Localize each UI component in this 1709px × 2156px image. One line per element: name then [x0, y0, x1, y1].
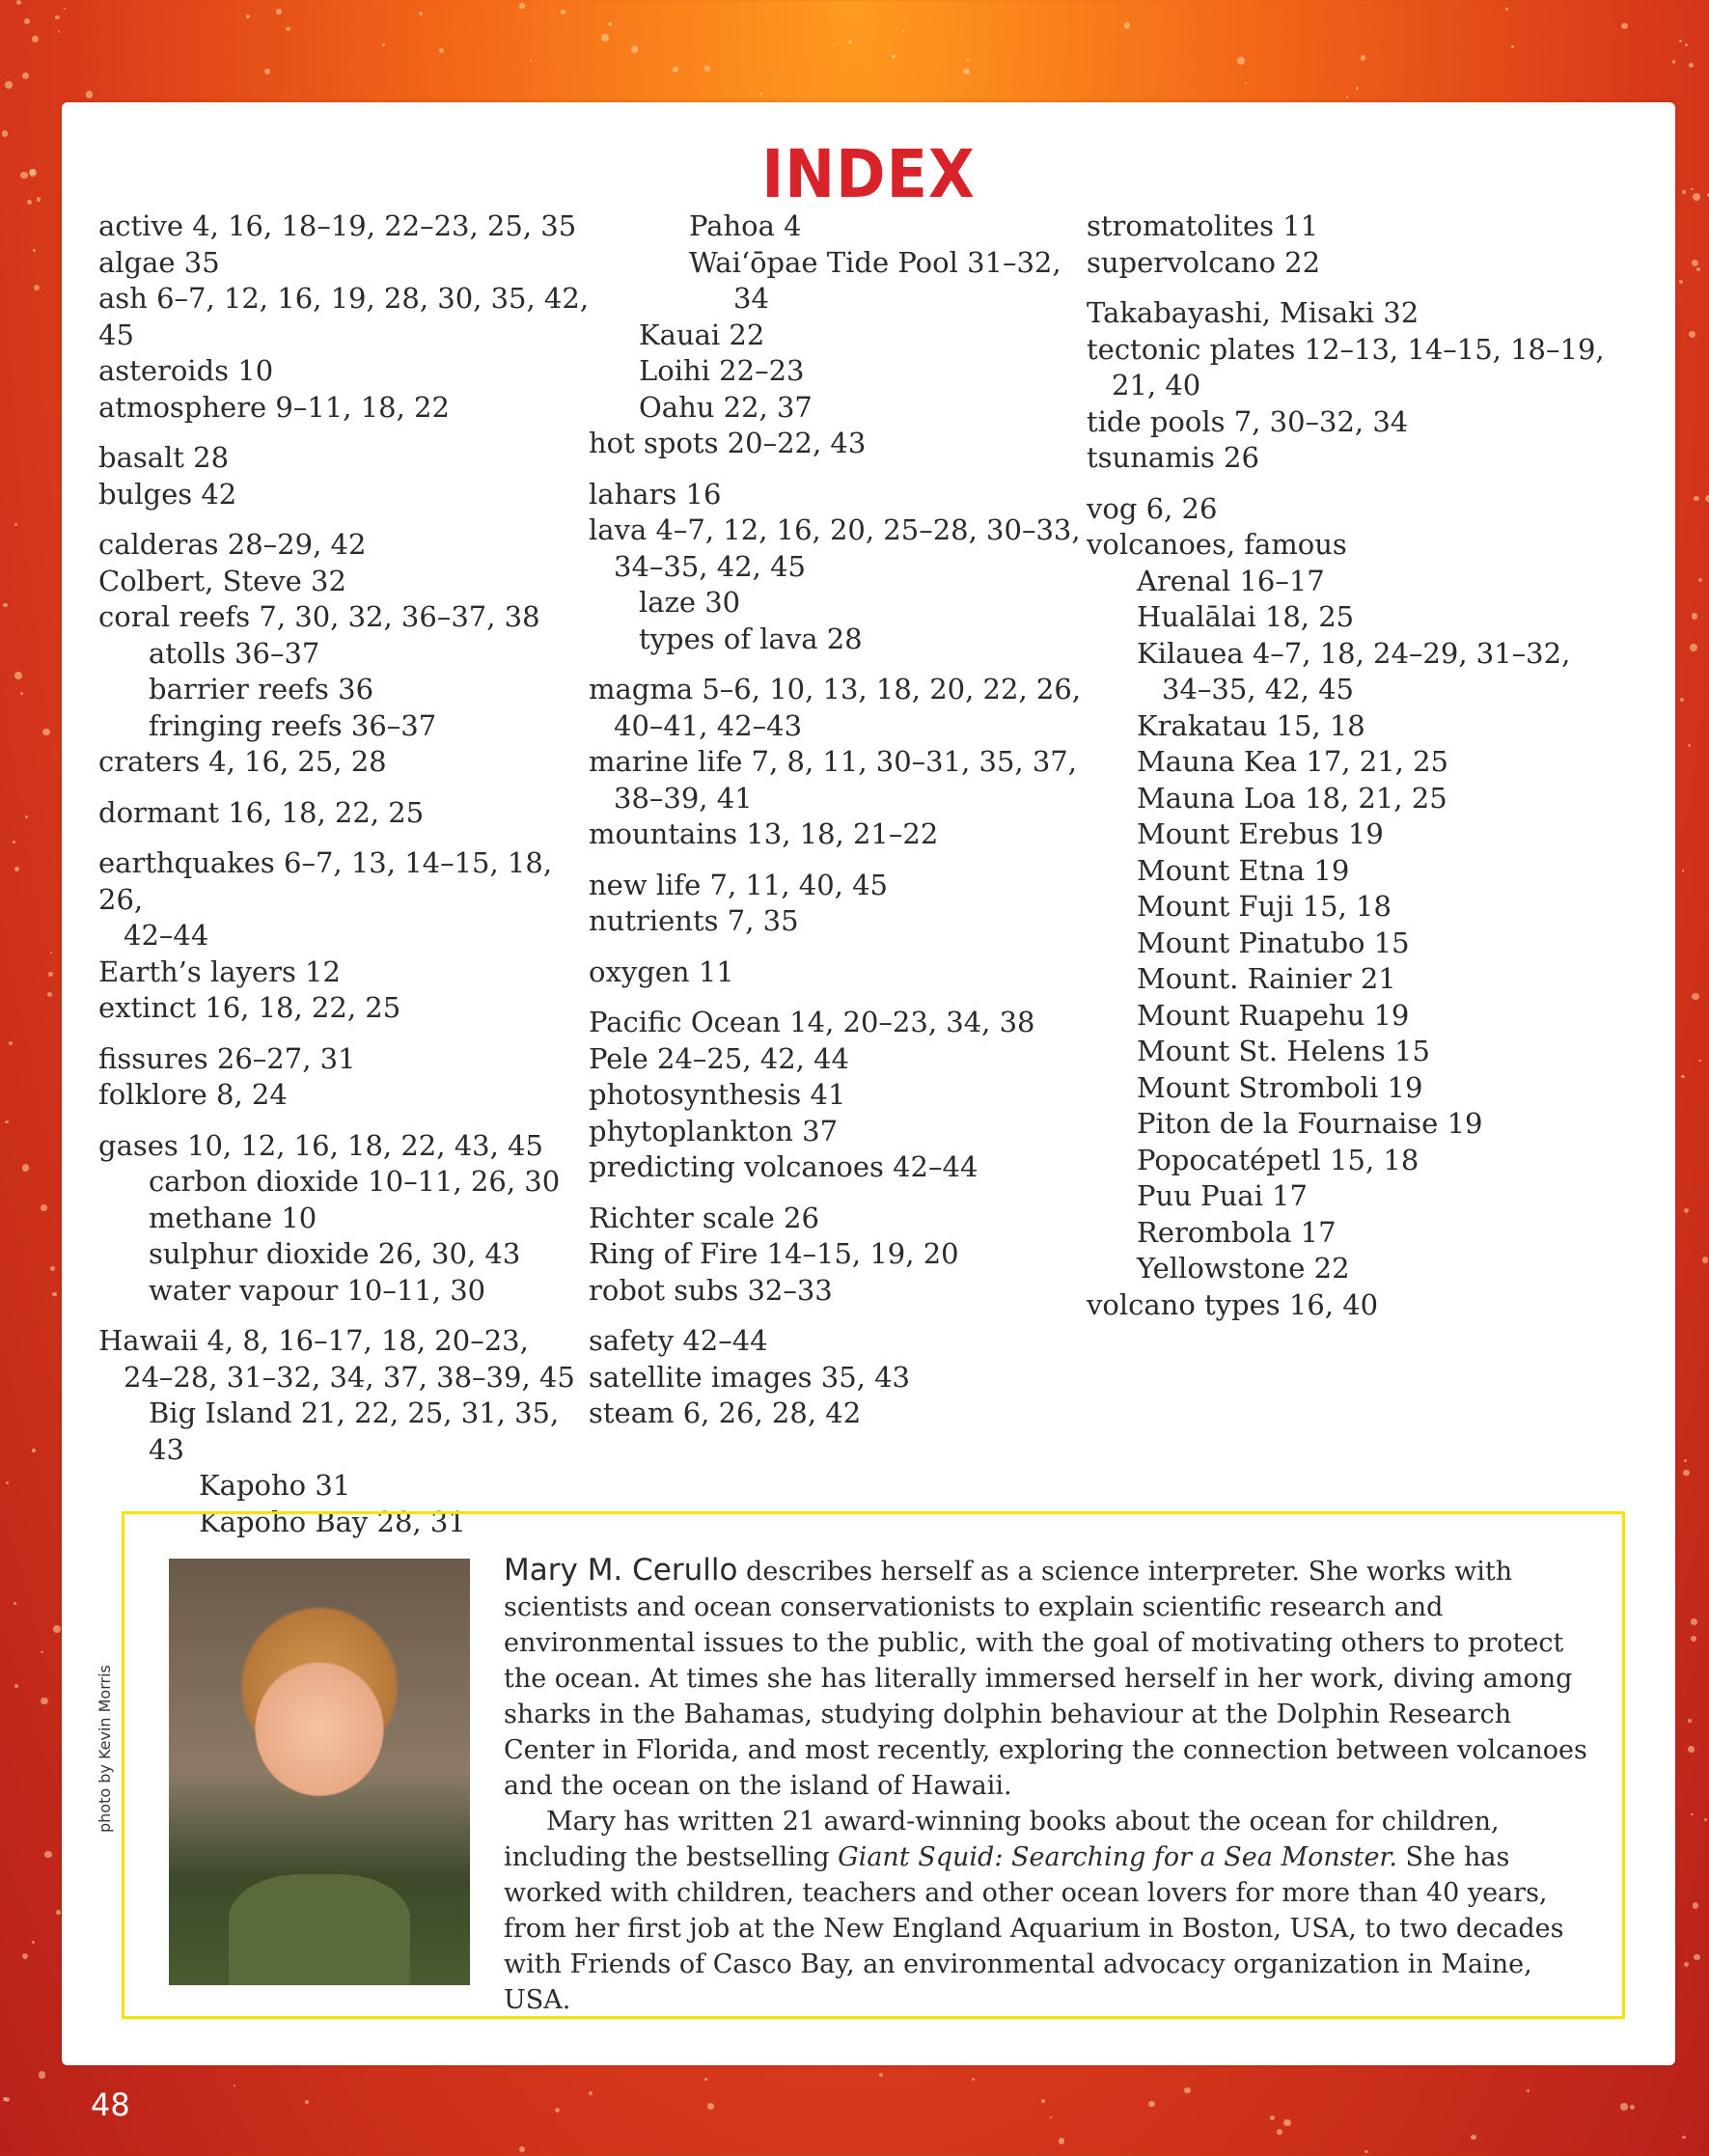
sparkle-dot: [47, 992, 52, 997]
sparkle-dot: [1059, 2138, 1064, 2143]
index-entry: fissures 26–27, 31: [98, 1041, 356, 1075]
sparkle-dot: [14, 867, 19, 871]
sparkle-dot: [892, 55, 895, 58]
author-photo: [169, 1559, 470, 1985]
bio-paragraph-2-text-a: Mary has written 21 award-winning books about the ocean for children, including the bestselling: [504, 1807, 1500, 1872]
sparkle-dot: [439, 48, 444, 53]
sparkle-dot: [1277, 2129, 1282, 2135]
author-photo-shirt: [229, 1874, 409, 1985]
sparkle-dot: [34, 285, 40, 290]
sparkle-dot: [1245, 82, 1247, 84]
index-entry: supervolcano 22: [1087, 245, 1321, 279]
sparkle-dot: [419, 12, 423, 15]
index-entry: lahars 16: [589, 477, 722, 511]
index-entry: volcano types 16, 40: [1087, 1287, 1379, 1321]
sparkle-dot: [13, 841, 14, 843]
index-entry: Oahu 22, 37: [639, 390, 813, 424]
index-entry: Pahoa 4: [689, 209, 802, 242]
sparkle-dot: [37, 197, 41, 202]
sparkle-dot: [32, 36, 39, 42]
index-entry: laze 30: [639, 586, 741, 619]
sparkle-dot: [879, 2073, 883, 2077]
index-entry: fringing reefs 36–37: [149, 708, 437, 742]
sparkle-dot: [6, 1481, 9, 1484]
sparkle-dot: [14, 1602, 16, 1605]
index-entry: safety 42–44: [589, 1324, 768, 1357]
sparkle-dot: [848, 41, 851, 43]
author-bio-box: [96, 1511, 1625, 2019]
sparkle-dot: [50, 952, 53, 954]
index-entry: 21, 40: [1112, 369, 1201, 401]
index-entry: tectonic plates 12–13, 14–15, 18–19,: [1087, 332, 1605, 366]
index-entry: earthquakes 6–7, 13, 14–15, 18, 26,: [98, 846, 553, 916]
sparkle-dot: [1237, 57, 1245, 65]
index-entry: Yellowstone 22: [1137, 1252, 1350, 1285]
index-entry: calderas 28–29, 42: [98, 528, 367, 561]
sparkle-dot: [1682, 190, 1686, 194]
index-entry: barrier reefs 36: [149, 673, 374, 705]
page-title: INDEX: [761, 135, 976, 213]
sparkle-dot: [519, 2146, 525, 2152]
sparkle-dot: [20, 172, 28, 180]
sparkle-dot: [1704, 1818, 1707, 1821]
sparkle-dot: [1356, 87, 1360, 91]
sparkle-dot: [1691, 1618, 1697, 1625]
index-entry: Mount Stromboli 19: [1137, 1070, 1423, 1104]
sparkle-dot: [22, 1164, 29, 1171]
sparkle-dot: [32, 1941, 35, 1944]
sparkle-dot: [1702, 1257, 1709, 1263]
sparkle-dot: [22, 1953, 28, 1959]
sparkle-dot: [39, 2071, 45, 2078]
sparkle-dot: [14, 523, 17, 526]
index-entry: water vapour 10–11, 30: [149, 1273, 486, 1307]
index-entry: coral reefs 7, 30, 32, 36–37, 38: [98, 600, 540, 633]
index-entry: nutrients 7, 35: [589, 904, 799, 937]
author-name: Mary M. Cerullo: [504, 1553, 738, 1588]
index-entry: craters 4, 16, 25, 28: [98, 745, 387, 778]
sparkle-dot: [1691, 1636, 1696, 1642]
sparkle-dot: [27, 200, 32, 205]
index-entry: Wai‘ōpae Tide Pool 31–32,: [689, 245, 1061, 279]
index-entry: Kilauea 4–7, 18, 24–29, 31–32,: [1137, 636, 1571, 670]
sparkle-dot: [1124, 22, 1130, 28]
index-column-1: [98, 208, 600, 1540]
index-entry: bulges 42: [98, 477, 237, 511]
index-entry: Rerombola 17: [1137, 1215, 1337, 1249]
index-entry: new life 7, 11, 40, 45: [589, 868, 889, 901]
index-entry: Popocatépetl 15, 18: [1137, 1143, 1420, 1176]
index-entry: dormant 16, 18, 22, 25: [98, 795, 425, 829]
sparkle-dot: [1688, 744, 1691, 747]
index-entry: Pacific Ocean 14, 20–23, 34, 38: [589, 1006, 1035, 1038]
sparkle-dot: [1688, 1719, 1692, 1723]
index-entry: 34–35, 42, 45: [1162, 673, 1354, 705]
sparkle-dot: [555, 2108, 560, 2113]
index-entry: steam 6, 26, 28, 42: [589, 1396, 862, 1429]
sparkle-dot: [561, 10, 565, 14]
sparkle-dot: [1505, 8, 1507, 10]
sparkle-dot: [52, 1292, 56, 1296]
index-entry: hot spots 20–22, 43: [589, 427, 867, 459]
sparkle-dot: [1184, 2087, 1190, 2093]
book-title: Giant Squid: Searching for a Sea Monster.: [838, 1842, 1397, 1872]
sparkle-dot: [50, 1266, 55, 1271]
sparkle-dot: [1696, 267, 1700, 271]
sparkle-dot: [972, 2078, 975, 2081]
sparkle-dot: [1698, 578, 1702, 582]
sparkle-dot: [673, 67, 678, 72]
index-entry: stromatolites 11: [1087, 209, 1319, 242]
sparkle-dot: [759, 93, 762, 96]
sparkle-dot: [1693, 1902, 1698, 1908]
sparkle-dot: [20, 692, 23, 695]
bio-paragraph-1-text: describes herself as a science interpreter. She works with scientists and ocean conservationists to explain scientific research and environmental issues to the public, with the goal of motivating others to protect the ocean. At times she has literally immersed herself in her work, diving among sharks in the Bahamas, studying dolphin behaviour at the Dolphin Research Center in Florida, and most recently, exploring the connection between volcanoes and the ocean on the island of Hawaii.: [504, 1557, 1587, 1801]
index-entry: methane 10: [149, 1201, 317, 1234]
index-entry: Colbert, Steve 32: [98, 564, 346, 597]
sparkle-dot: [48, 972, 53, 977]
index-entry: robot subs 32–33: [589, 1273, 833, 1307]
index-entry: Puu Puai 17: [1137, 1179, 1308, 1212]
sparkle-dot: [1692, 993, 1698, 1000]
sparkle-dot: [246, 14, 250, 18]
sparkle-dot: [86, 91, 94, 98]
sparkle-dot: [55, 15, 59, 19]
index-entry: 40–41, 42–43: [614, 708, 803, 742]
sparkle-dot: [1694, 496, 1699, 502]
sparkle-dot: [1679, 40, 1682, 42]
index-entry: carbon dioxide 10–11, 26, 30: [149, 1165, 561, 1198]
sparkle-dot: [519, 3, 525, 9]
sparkle-dot: [234, 2085, 235, 2087]
sparkle-dot: [1361, 55, 1366, 61]
sparkle-dot: [601, 34, 609, 41]
sparkle-dot: [64, 8, 66, 10]
index-entry: tide pools 7, 30–32, 34: [1087, 404, 1409, 438]
sparkle-dot: [1691, 188, 1694, 191]
bio-paragraph-1: [504, 1553, 1594, 1804]
sparkle-dot: [1688, 1746, 1695, 1753]
index-entry: Mount. Rainier 21: [1137, 962, 1396, 995]
sparkle-dot: [775, 73, 777, 75]
sparkle-dot: [2, 130, 8, 136]
index-column-2: [589, 208, 1110, 1432]
index-entry: active 4, 16, 18–19, 22–23, 25, 35: [98, 209, 577, 242]
index-entry: lava 4–7, 12, 16, 20, 25–28, 30–33,: [589, 513, 1081, 546]
sparkle-dot: [530, 60, 532, 62]
sparkle-dot: [1682, 2136, 1685, 2139]
sparkle-dot: [1689, 331, 1695, 338]
sparkle-dot: [286, 27, 290, 32]
sparkle-dot: [902, 30, 904, 32]
index-page: [62, 102, 1675, 2065]
sparkle-dot: [1364, 2150, 1367, 2153]
sparkle-dot: [631, 45, 639, 53]
sparkle-dot: [963, 69, 969, 74]
sparkle-dot: [3, 603, 8, 608]
index-entry: predicting volcanoes 42–44: [589, 1150, 979, 1183]
index-entry: phytoplankton 37: [589, 1114, 839, 1147]
index-entry: 34–35, 42, 45: [614, 549, 806, 583]
index-entry: Richter scale 26: [589, 1201, 819, 1234]
sparkle-dot: [1684, 1208, 1689, 1213]
sparkle-dot: [30, 169, 36, 175]
index-entry: Big Island 21, 22, 25, 31, 35, 43: [149, 1396, 560, 1466]
sparkle-dot: [704, 2078, 707, 2081]
index-entry: Mount St. Helens 15: [1137, 1035, 1430, 1067]
index-entry: Mount Pinatubo 15: [1137, 926, 1410, 959]
index-entry: types of lava 28: [639, 622, 863, 655]
sparkle-dot: [1270, 2115, 1275, 2120]
sparkle-dot: [608, 22, 612, 26]
index-entry: Hawaii 4, 8, 16–17, 18, 20–23,: [98, 1324, 529, 1357]
index-entry: mountains 13, 18, 21–22: [589, 817, 939, 850]
index-entry: Kauai 22: [639, 318, 765, 351]
index-entry: Kapoho Bay 28, 31: [199, 1505, 466, 1538]
index-entry: Hualālai 18, 25: [1137, 600, 1355, 633]
sparkle-dot: [1679, 280, 1683, 284]
sparkle-dot: [1620, 2103, 1628, 2111]
sparkle-dot: [42, 729, 50, 736]
sparkle-dot: [1692, 260, 1698, 266]
sparkle-dot: [707, 2103, 714, 2110]
sparkle-dot: [1684, 1459, 1687, 1462]
index-entry: photosynthesis 41: [589, 1078, 846, 1111]
bio-paragraph-2: [504, 1804, 1594, 2018]
sparkle-dot: [1148, 2101, 1154, 2107]
sparkle-dot: [24, 18, 31, 25]
sparkle-dot: [32, 1449, 36, 1452]
sparkle-dot: [1694, 1954, 1699, 1960]
sparkle-dot: [276, 9, 282, 14]
sparkle-dot: [14, 1684, 18, 1688]
index-entry: gases 10, 12, 16, 18, 22, 43, 45: [98, 1128, 543, 1162]
index-entry: volcanoes, famous: [1087, 528, 1347, 561]
sparkle-dot: [1527, 2089, 1530, 2092]
index-entry: 34: [733, 282, 769, 315]
index-entry: Krakatau 15, 18: [1137, 708, 1365, 742]
index-entry: extinct 16, 18, 22, 25: [98, 991, 401, 1024]
sparkle-dot: [1684, 1962, 1689, 1967]
sparkle-dot: [16, 0, 21, 5]
sparkle-dot: [1680, 698, 1684, 702]
index-entry: Mount Fuji 15, 18: [1137, 890, 1392, 923]
sparkle-dot: [25, 815, 28, 818]
sparkle-dot: [1698, 1060, 1701, 1063]
index-entry: Earth’s layers 12: [98, 954, 341, 988]
index-entry: Loihi 22–23: [639, 354, 805, 387]
index-entry: Kapoho 31: [199, 1469, 351, 1502]
sparkle-dot: [305, 2100, 310, 2105]
index-entry: 42–44: [124, 919, 209, 952]
index-entry: magma 5–6, 10, 13, 18, 20, 22, 26,: [589, 673, 1082, 705]
index-entry: Mount Erebus 19: [1137, 817, 1384, 850]
sparkle-dot: [41, 1651, 43, 1654]
sparkle-dot: [967, 59, 970, 62]
sparkle-dot: [704, 66, 710, 71]
index-entry: tsunamis 26: [1087, 441, 1259, 474]
sparkle-dot: [1621, 23, 1627, 29]
sparkle-dot: [833, 44, 835, 46]
sparkle-dot: [1672, 60, 1675, 63]
sparkle-dot: [1689, 63, 1694, 68]
sparkle-dot: [382, 43, 385, 46]
index-entry: Arenal 16–17: [1137, 564, 1325, 597]
sparkle-dot: [5, 81, 13, 89]
index-column-3: [1087, 208, 1646, 1323]
sparkle-dot: [1682, 870, 1685, 872]
sparkle-dot: [1685, 43, 1688, 46]
index-entry: 24–28, 31–32, 34, 37, 38–39, 45: [124, 1360, 575, 1394]
index-entry: Ring of Fire 14–15, 19, 20: [589, 1237, 959, 1270]
index-entry: atolls 36–37: [149, 636, 320, 670]
index-entry: basalt 28: [98, 441, 230, 474]
sparkle-dot: [1511, 45, 1514, 48]
index-entry: Takabayashi, Misaki 32: [1087, 296, 1420, 329]
index-entry: 38–39, 41: [614, 781, 753, 815]
sparkle-dot: [1346, 96, 1349, 98]
sparkle-dot: [1705, 495, 1709, 502]
sparkle-dot: [9, 1041, 13, 1045]
index-entry: Mount Ruapehu 19: [1137, 998, 1410, 1032]
index-entry: folklore 8, 24: [98, 1078, 288, 1111]
sparkle-dot: [589, 2091, 592, 2094]
sparkle-dot: [1681, 1075, 1684, 1078]
index-entry: marine life 7, 8, 11, 30–31, 35, 37,: [589, 745, 1077, 778]
index-entry: vog 6, 26: [1087, 491, 1218, 525]
index-entry: Mauna Kea 17, 21, 25: [1137, 745, 1448, 778]
sparkle-dot: [1693, 193, 1700, 201]
photo-credit: photo by Kevin Morris: [96, 1665, 114, 1833]
sparkle-dot: [1690, 644, 1697, 651]
sparkle-dot: [53, 1625, 61, 1633]
index-entry: Piton de la Fournaise 19: [1137, 1107, 1483, 1140]
sparkle-dot: [22, 72, 29, 79]
sparkle-dot: [1471, 2135, 1476, 2141]
index-entry: oxygen 11: [589, 954, 734, 988]
index-entry: Mauna Loa 18, 21, 25: [1137, 781, 1447, 815]
index-entry: satellite images 35, 43: [589, 1360, 910, 1394]
sparkle-dot: [1041, 2099, 1045, 2103]
page-number: 48: [91, 2087, 130, 2123]
bio-paragraph-2-text-b: She has worked with children, teachers and other ocean lovers for more than 40 years, from her first job at the New England Aquarium in Boston, USA, to two decades with Friends of Casco Bay, an environmental advocacy organization in Maine, USA.: [504, 1842, 1564, 2015]
index-entry: Mount Etna 19: [1137, 853, 1350, 887]
sparkle-dot: [1692, 613, 1698, 620]
sparkle-dot: [41, 1698, 47, 1704]
index-entry: sulphur dioxide 26, 30, 43: [149, 1237, 521, 1270]
sparkle-dot: [264, 69, 270, 74]
sparkle-dot: [1050, 2116, 1052, 2118]
sparkle-dot: [5, 1120, 8, 1123]
index-entry: ash 6–7, 12, 16, 19, 28, 30, 35, 42, 45: [98, 282, 590, 351]
sparkle-dot: [1691, 1813, 1694, 1816]
sparkle-dot: [58, 31, 60, 33]
sparkle-dot: [1683, 1470, 1689, 1476]
index-entry: algae 35: [98, 245, 220, 279]
author-bio-text: [504, 1553, 1594, 2018]
sparkle-dot: [56, 1910, 60, 1914]
index-entry: Pele 24–25, 42, 44: [589, 1041, 850, 1075]
sparkle-dot: [33, 249, 36, 252]
sparkle-dot: [41, 1204, 47, 1211]
sparkle-dot: [14, 672, 22, 679]
index-entry: atmosphere 9–11, 18, 22: [98, 390, 450, 424]
sparkle-dot: [1630, 2105, 1635, 2110]
index-entry: asteroids 10: [98, 354, 274, 387]
sparkle-dot: [44, 1851, 52, 1859]
sparkle-dot: [1283, 2119, 1290, 2126]
